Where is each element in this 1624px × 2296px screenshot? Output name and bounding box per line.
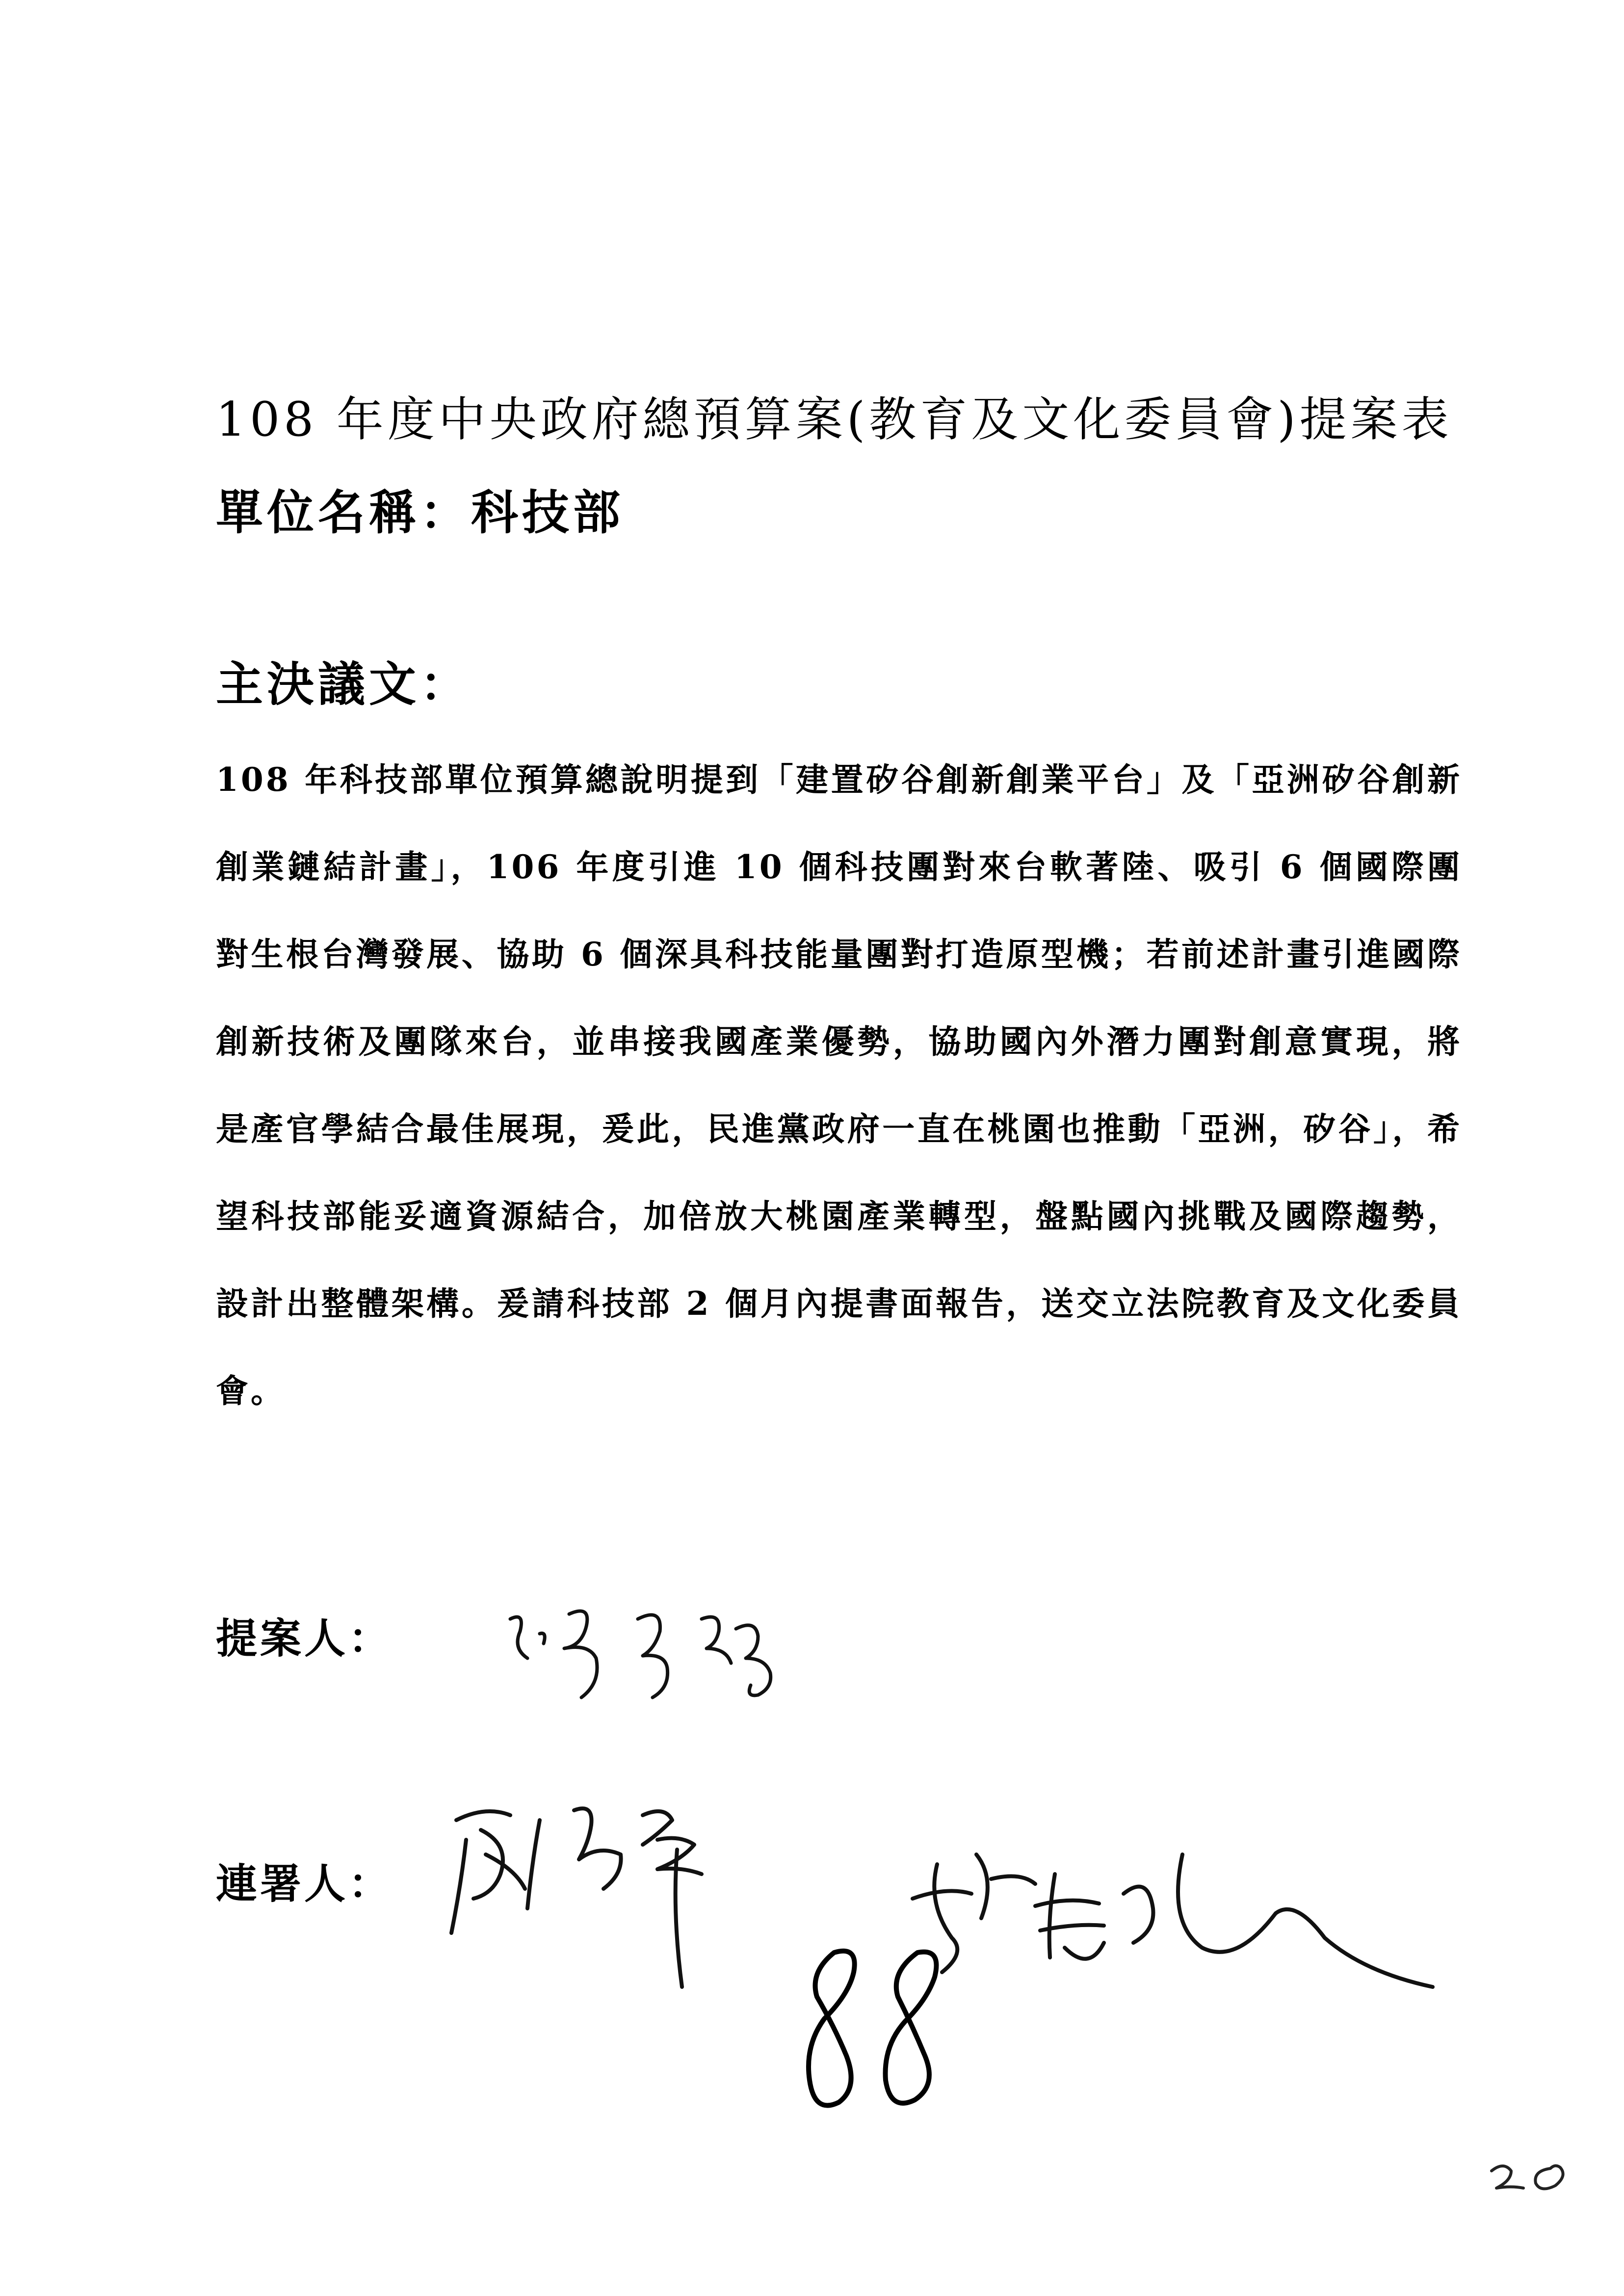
proposer-label: 提案人： [216,1614,393,1663]
cosigner-signature-1 [427,1786,780,2007]
cosigner-signature-2 [893,1825,1452,2011]
resolution-text: 108 年科技部單位預算總說明提到「建置矽谷創新創業平台」及「亞洲矽谷創新創業鏈結計畫」，106 年度引進 10 個科技團對來台軟著陸、吸引 6 個國際團對生根台灣發展、協助 6 個深具科技能量團對打造原型機；若前述計畫引進國際創新技術及團隊來台，並串接我國產業優勢，協助國內外潛力團對創意實現，將是產官學結合最佳展現，爰此，民進黨政府一直在桃園也推動「亞洲，矽谷」，希望科技部能妥適資源結合，加倍放大桃園產業轉型，盤點國內挑戰及國際趨勢，設計出整體架構。爰請科技部 2 個月內提書面報告，送交立法院教育及文化委員會。 [216,760,1462,1410]
cosigner-label: 連署人： [216,1859,393,1908]
unit-name: 單位名稱：科技部 [216,485,624,540]
sequence-number-handwritten [775,1933,962,2129]
resolution-label: 主決議文： [216,656,471,712]
page-number-handwritten [1482,2154,1590,2198]
proposer-signature [491,1585,824,1712]
document-title: 108 年度中央政府總預算案(教育及文化委員會)提案表 [216,392,1453,447]
